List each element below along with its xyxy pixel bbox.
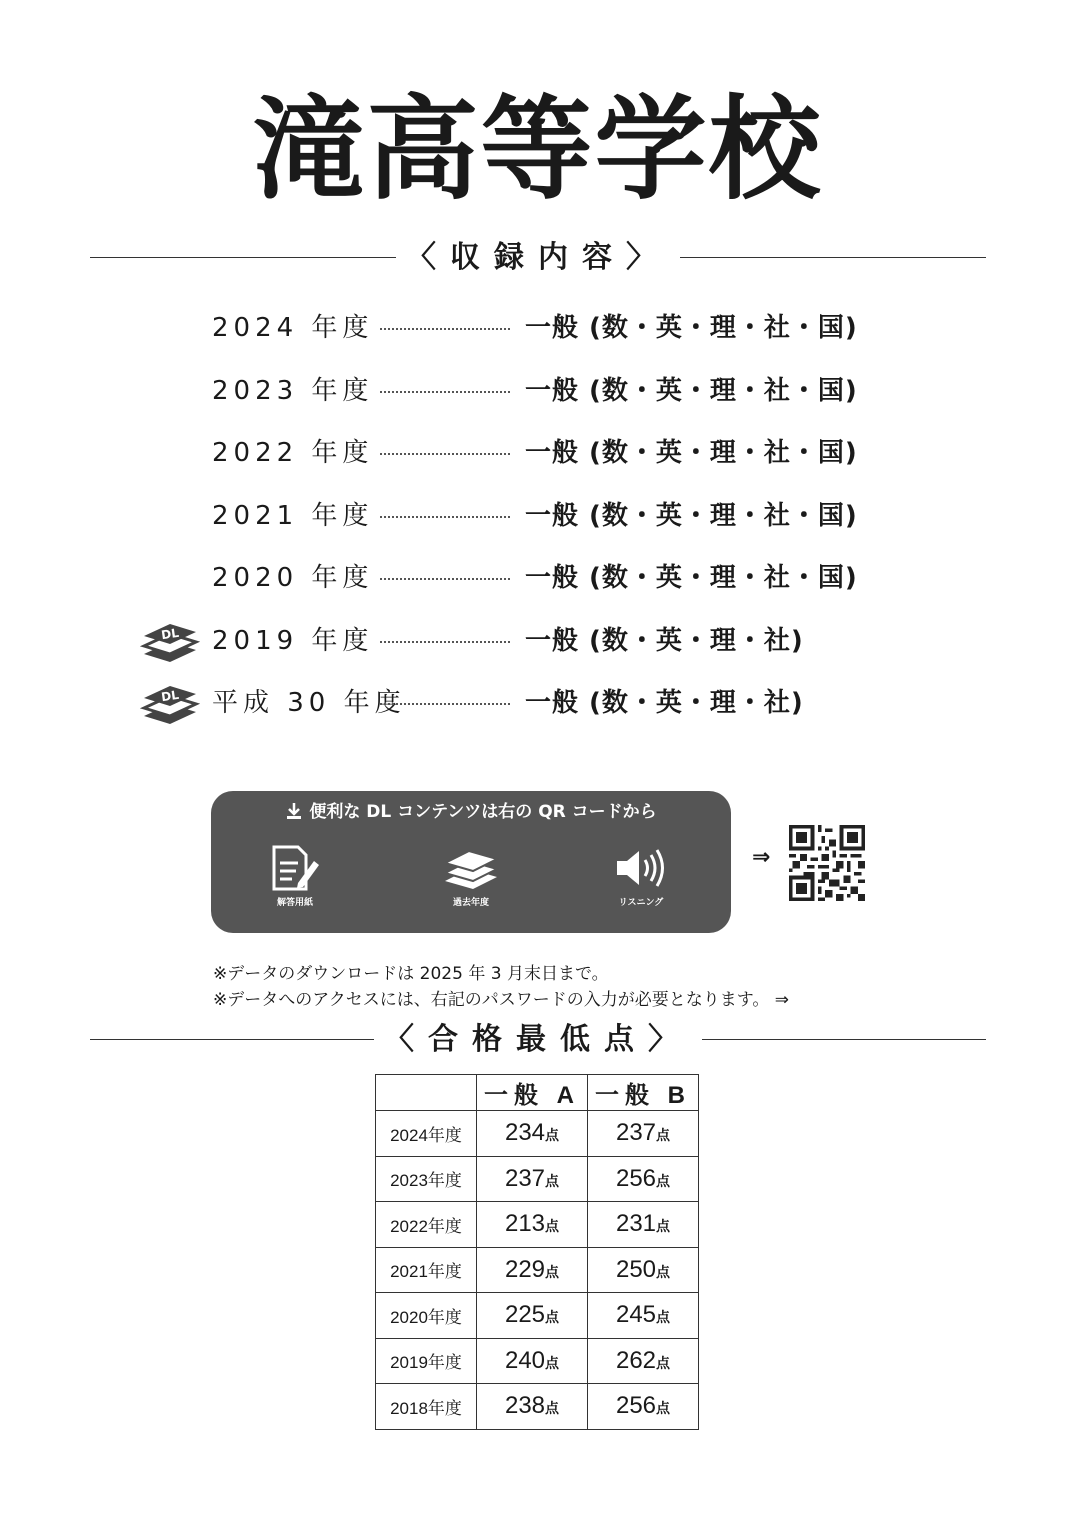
contents-year: 2020 年度 bbox=[212, 563, 374, 593]
contents-subjects: 一般 (数・英・理・社・国) bbox=[525, 438, 858, 468]
year-cell: 2023年度 bbox=[376, 1156, 477, 1202]
contents-year: 2021 年度 bbox=[212, 500, 374, 531]
dot-leader bbox=[380, 641, 510, 643]
score-cell-a: 240点 bbox=[477, 1338, 588, 1384]
dl-item-caption: 解答用紙 bbox=[276, 898, 313, 908]
contents-year: 2024 年度 bbox=[212, 313, 374, 343]
score-cell-a: 238点 bbox=[477, 1384, 588, 1430]
note-password: ※データへのアクセスには、右記のパスワードの入力が必要となります。 ⇒ bbox=[213, 990, 790, 1010]
score-cell-b: 250点 bbox=[588, 1247, 699, 1293]
dot-leader bbox=[380, 703, 510, 705]
score-cell-b: 237点 bbox=[588, 1111, 699, 1157]
notes bbox=[213, 961, 789, 1013]
contents-row bbox=[140, 680, 940, 743]
header-cell-general-a: 一般 A bbox=[477, 1075, 588, 1111]
contents-year: 2019 年度 bbox=[212, 625, 374, 656]
contents-subjects: 一般 (数・英・理・社・国) bbox=[525, 563, 858, 593]
arrow-to-qr: ⇒ bbox=[752, 845, 771, 870]
contents-section-label: 〈収録内容〉 bbox=[396, 238, 680, 278]
year-cell: 2024年度 bbox=[376, 1111, 477, 1157]
contents-row bbox=[140, 305, 940, 368]
contents-subjects: 一般 (数・英・理・社) bbox=[525, 625, 804, 656]
contents-row bbox=[140, 493, 940, 556]
school-title: 滝高等学校 bbox=[252, 85, 823, 215]
dot-leader bbox=[380, 578, 510, 580]
score-cell-a: 213点 bbox=[477, 1202, 588, 1248]
dl-item-answer-sheet[interactable] bbox=[235, 843, 355, 908]
dot-leader bbox=[380, 328, 510, 330]
dl-content-panel bbox=[211, 791, 731, 933]
min-score-table bbox=[375, 1074, 699, 1430]
table-row bbox=[376, 1156, 699, 1202]
year-cell: 2018年度 bbox=[376, 1384, 477, 1430]
table-row bbox=[376, 1384, 699, 1430]
score-cell-b: 256点 bbox=[588, 1156, 699, 1202]
contents-row bbox=[140, 368, 940, 431]
dot-leader bbox=[380, 391, 510, 393]
contents-row bbox=[140, 618, 940, 681]
answer-sheet-icon bbox=[268, 843, 322, 893]
score-cell-b: 262点 bbox=[588, 1338, 699, 1384]
year-cell: 2021年度 bbox=[376, 1247, 477, 1293]
dot-leader bbox=[380, 453, 510, 455]
table-header-row bbox=[376, 1075, 699, 1111]
dl-panel-heading: 便利な DL コンテンツは右の QR コードから bbox=[211, 799, 731, 825]
table-row bbox=[376, 1111, 699, 1157]
contents-row bbox=[140, 555, 940, 618]
contents-year: 2022 年度 bbox=[212, 438, 374, 468]
contents-subjects: 一般 (数・英・理・社・国) bbox=[525, 500, 858, 531]
score-cell-b: 245点 bbox=[588, 1293, 699, 1339]
contents-subjects: 一般 (数・英・理・社・国) bbox=[525, 313, 858, 343]
dl-books-icon bbox=[140, 676, 200, 728]
qr-code-icon[interactable] bbox=[789, 825, 865, 901]
dl-item-caption: リスニング bbox=[618, 898, 664, 908]
dl-item-caption: 過去年度 bbox=[452, 898, 489, 908]
score-cell-a: 225点 bbox=[477, 1293, 588, 1339]
dl-books-icon bbox=[140, 614, 200, 666]
year-cell: 2019年度 bbox=[376, 1338, 477, 1384]
dl-item-past-years[interactable] bbox=[411, 843, 531, 908]
contents-section-header bbox=[90, 238, 986, 278]
note-deadline: ※データのダウンロードは 2025 年 3 月末日まで。 bbox=[213, 964, 609, 984]
table-row bbox=[376, 1202, 699, 1248]
header-cell-general-b: 一般 B bbox=[588, 1075, 699, 1111]
year-cell: 2020年度 bbox=[376, 1293, 477, 1339]
speaker-icon bbox=[611, 843, 671, 893]
table-row bbox=[376, 1293, 699, 1339]
contents-subjects: 一般 (数・英・理・社・国) bbox=[525, 375, 858, 406]
dot-leader bbox=[380, 516, 510, 518]
score-cell-b: 231点 bbox=[588, 1202, 699, 1248]
header-cell-blank bbox=[376, 1075, 477, 1111]
contents-list bbox=[140, 305, 940, 743]
score-cell-a: 237点 bbox=[477, 1156, 588, 1202]
contents-year: 平成 30 年度 bbox=[212, 688, 406, 718]
download-icon bbox=[285, 802, 303, 820]
table-row bbox=[376, 1247, 699, 1293]
scores-section-label: 〈合格最低点〉 bbox=[374, 1020, 702, 1060]
score-cell-b: 256点 bbox=[588, 1384, 699, 1430]
year-cell: 2022年度 bbox=[376, 1202, 477, 1248]
contents-row bbox=[140, 430, 940, 493]
books-icon bbox=[441, 843, 501, 893]
contents-subjects: 一般 (数・英・理・社) bbox=[525, 688, 804, 718]
scores-section-header bbox=[90, 1020, 986, 1060]
dl-item-listening[interactable] bbox=[581, 843, 701, 908]
score-cell-a: 229点 bbox=[477, 1247, 588, 1293]
score-cell-a: 234点 bbox=[477, 1111, 588, 1157]
dl-badge-label: DL bbox=[160, 625, 180, 642]
contents-year: 2023 年度 bbox=[212, 375, 374, 406]
table-row bbox=[376, 1338, 699, 1384]
dl-badge-label: DL bbox=[160, 687, 180, 705]
